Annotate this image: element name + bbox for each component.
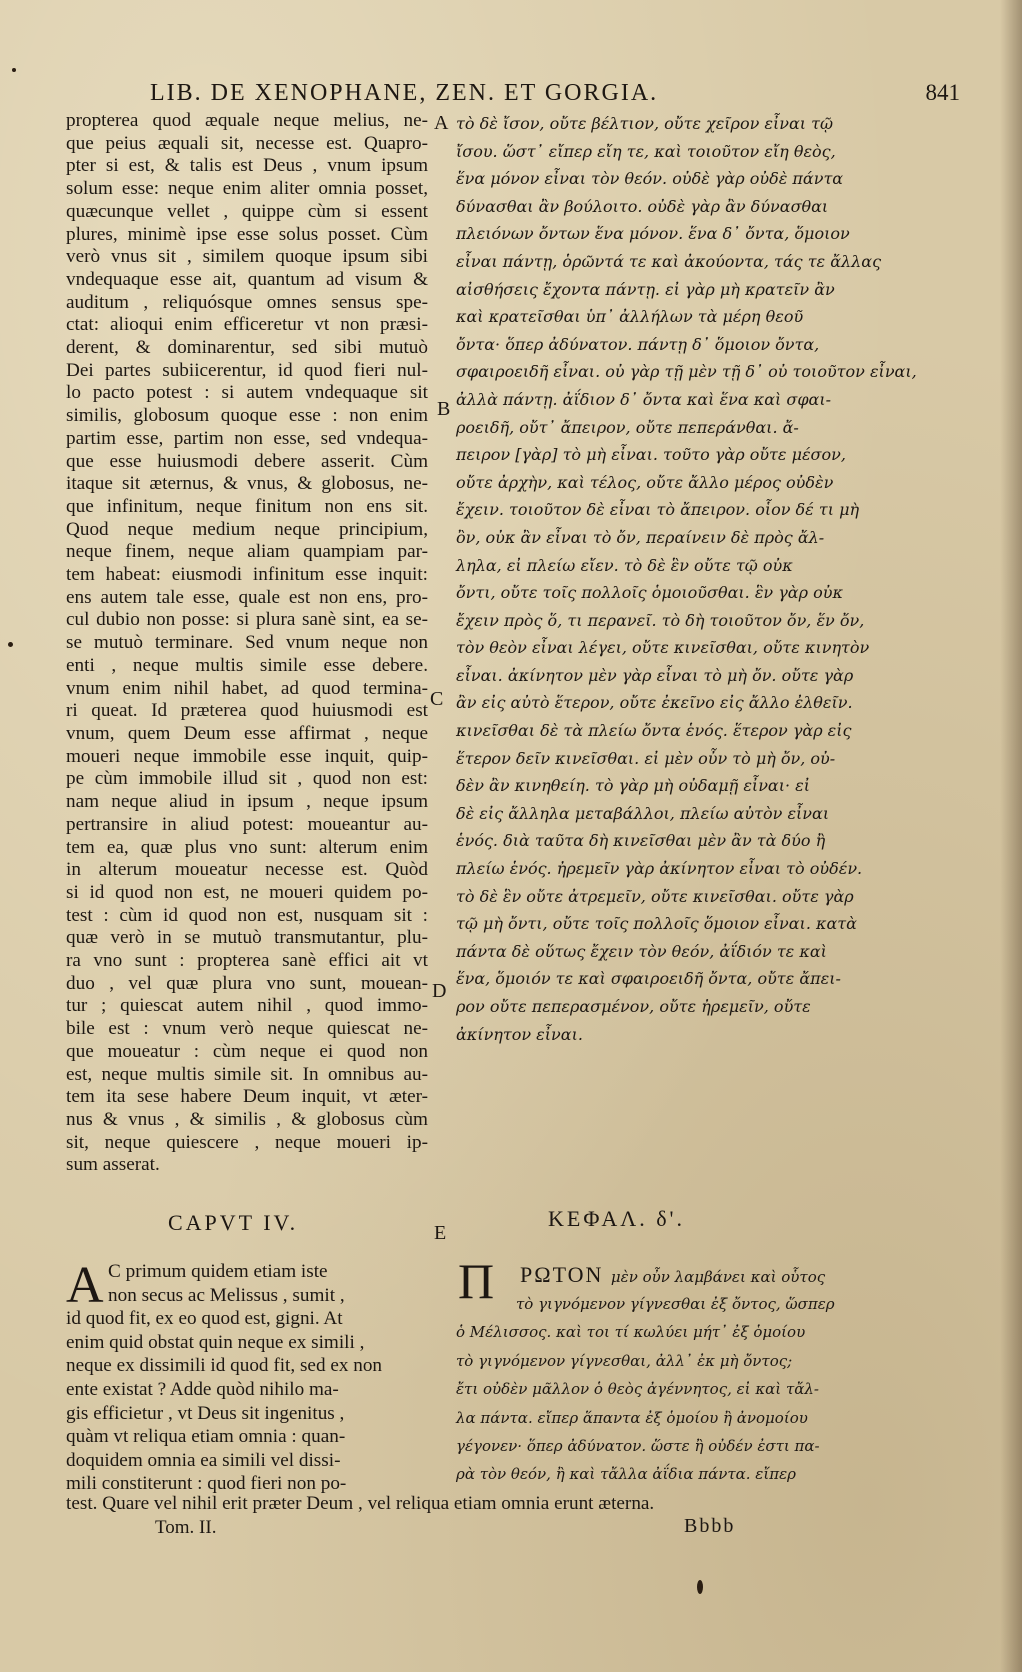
text-line: gis efficietur , vt Deus sit ingenitus ,	[66, 1402, 345, 1424]
text-line: πειρον [γὰρ] τὸ μὴ εἶναι. τοῦτο γὰρ οὔτε μέσον,	[456, 445, 846, 465]
ink-speck	[8, 642, 13, 647]
text-line: si id quod non est, ne moueri quidem po-	[66, 881, 428, 903]
text-line: similis, globosum quoque esse : non enim	[66, 405, 428, 427]
text-line: τὸ γιγνόμενον γίγνεσθαι, ἀλλ᾽ ἐκ μὴ ὄντος;	[456, 1351, 793, 1370]
text-line: ληλα, εἰ πλείω εἴεν. τὸ δὲ ἓν οὔτε τῷ οὐκ	[456, 555, 793, 575]
text-line: τὸ γιγνόμενον γίγνεσθαι ἐξ ὄντος, ὥσπερ	[516, 1295, 835, 1313]
header-title: LIB. DE XENOPHANE, ZEN. ET GORGIA.	[150, 80, 659, 106]
text-line: τὸν θεὸν εἶναι λέγει, οὔτε κινεῖσθαι, οὔτε κινητὸν	[456, 638, 870, 658]
section-marker-a: A	[434, 112, 449, 134]
text-line: neque finem, neque aliam quampiam par-	[66, 541, 428, 563]
text-line: τὸ δὲ ἓν οὔτε ἀτρεμεῖν, οὔτε κινεῖσθαι. οὔτε γὰρ	[456, 886, 854, 906]
text-line: ἕνα, ὅμοιόν τε καὶ σφαιροειδῆ ὄντα, οὔτε ἄπει-	[456, 969, 841, 989]
text-line: ὄντα· ὅπερ ἀδύνατον. πάντῃ δ᾽ ὅμοιον ὄντα,	[456, 334, 820, 354]
text-line: C primum quidem etiam iste	[108, 1261, 328, 1282]
text-line: ρον οὔτε πεπερασμένον, οὔτε ἠρεμεῖν, οὔτε	[456, 997, 811, 1016]
text-line: ra vno sunt : propterea sanè effici ait vt	[66, 950, 428, 972]
text-line: ἕνα μόνον εἶναι τὸν θεόν. οὐδὲ γὰρ οὐδὲ πάντα	[456, 169, 844, 189]
text-line: que peius æquali sit, necesse est. Quapro-	[66, 132, 428, 154]
chapter-heading-latin: CAPVT IV.	[168, 1210, 299, 1235]
text-line: id quod fit, ex eo quod est, gigni. At	[66, 1308, 343, 1330]
ink-speck	[697, 1580, 703, 1594]
text-line: non secus ac Melissus , sumit ,	[108, 1284, 345, 1306]
chapter-heading-greek: ΚΕΦΑΛ. δ'.	[548, 1206, 686, 1231]
text-line: ἔχειν πρὸς ὅ, τι περανεῖ. τὸ δὴ τοιοῦτον ὄν, ἕν ὄν,	[456, 610, 865, 630]
text-line: καὶ κρατεῖσθαι ὑπ᾽ ἀλλήλων τὰ μέρη θεοῦ	[456, 307, 804, 327]
text-line: plures, minimè ipse esse solus posset. Cùm	[66, 223, 428, 245]
text-line: derent, & dominarentur, sed sibi mutuò	[66, 337, 428, 359]
text-line: δὲν ἂν κινηθείη. τὸ γὰρ μὴ οὐδαμῇ εἶναι· εἰ	[456, 776, 811, 796]
text-line: quæcunque vellet , quippe cùm si essent	[66, 200, 428, 222]
text-line: λα πάντα. εἴπερ ἅπαντα ἐξ ὁμοίου ἢ ἀνομοίου	[456, 1408, 808, 1427]
text-line: in alterum moueatur necesse est. Quòd	[66, 859, 428, 881]
text-line: ἂν εἰς αὐτὸ ἕτερον, οὔτε ἐκεῖνο εἰς ἄλλο ἐλθεῖν.	[456, 693, 853, 713]
text-line: πλειόνων ὄντων ἕνα μόνον. ἕνα δ᾽ ὄντα, ὅμοιον	[456, 224, 850, 244]
text-line: ἀκίνητον εἶναι.	[456, 1024, 583, 1044]
text-line: ρὰ τὸν θεόν, ἢ καὶ τἄλλα ἀΐδια πάντα. εἴπερ	[456, 1465, 796, 1484]
text-line: nam neque aliud in ipsum , neque ipsum	[66, 791, 428, 813]
text-line: ἔχειν. τοιοῦτον δὲ εἶναι τὸ ἄπειρον. οἷον δέ τι μὴ	[456, 500, 860, 520]
ink-speck	[12, 68, 16, 72]
text-line: neque ex dissimili id quod fit, sed ex non	[66, 1355, 383, 1377]
text-line: Dei partes subiicerentur, id quod fieri nul-	[66, 359, 428, 381]
text-line: vnum enim nihil habet, ad quod termina-	[66, 677, 428, 699]
text-line: itaque sit æternus, & vnus, & globosus, ne-	[66, 473, 428, 495]
drop-cap-greek: Π	[458, 1253, 495, 1309]
text-line: σφαιροειδῆ εἶναι. οὐ γὰρ τῇ μὲν τῇ δ᾽ οὐ τοιοῦτον εἶναι,	[456, 362, 917, 382]
text-line: δὲ εἰς ἄλληλα μεταβάλλοι, πλείω αὐτὸν εἶναι	[456, 803, 830, 823]
text-line: propterea quod æquale neque melius, ne-	[66, 110, 428, 131]
text-line: οὔτε ἀρχὴν, καὶ τέλος, οὔτε ἄλλο μέρος οὐδὲν	[456, 472, 834, 492]
volume-note: Tom. II.	[155, 1517, 217, 1538]
text-line: sit, neque quiescere , neque moueri ip-	[66, 1131, 428, 1153]
section-marker-e: E	[434, 1222, 447, 1244]
drop-cap-latin: A	[66, 1257, 104, 1314]
section-marker-c: C	[430, 688, 444, 710]
text-line: ctat: alioqui enim efficeretur vt non præsi-	[66, 314, 428, 336]
text-line: mili constiterunt : quod fieri non po-	[66, 1473, 347, 1495]
latin-column	[66, 110, 428, 1177]
text-line: ri queat. Id præterea quod huiusmodi est	[66, 700, 428, 722]
folio-number: 841	[925, 80, 960, 105]
text-line: τῷ μὴ ὄντι, οὔτε τοῖς πολλοῖς ὅμοιον εἶναι. κατὰ	[456, 914, 857, 934]
text-line: duo , vel quæ plura vno sunt, mouean-	[66, 972, 428, 994]
text-line: bile est : vnum verò neque quiescat ne-	[66, 1018, 428, 1040]
text-line: quàm vt reliqua etiam omnia : quan-	[66, 1426, 346, 1448]
page-edge-shadow	[1000, 0, 1022, 1672]
text-line: vnum, quem Deum esse affirmat , neque	[66, 722, 428, 744]
text-line: ροειδῆ, οὔτ᾽ ἄπειρον, οὔτε πεπεράνθαι. ἄ-	[456, 417, 799, 437]
text-line: αἰσθήσεις ἔχοντα πάντῃ. εἰ γὰρ μὴ κρατεῖν ἂν	[456, 279, 835, 299]
greek-opening-word: ΡΩΤΟΝ	[520, 1262, 604, 1287]
text-line: tem ita sese habere Deum inquit, vt æter-	[66, 1086, 428, 1108]
text-line: doquidem omnia ea simili vel dissi-	[66, 1449, 341, 1471]
text-line: ἔτι οὐδὲν μᾶλλον ὁ θεὸς ἀγέννητος, εἰ καὶ τἄλ-	[456, 1380, 819, 1399]
text-line: ὄντι, οὔτε τοῖς πολλοῖς ὁμοιοῦσθαι. ἓν γὰρ οὐκ	[456, 583, 843, 603]
text-line: moueri neque immobile esse inquit, quip-	[66, 745, 428, 767]
text-line: partim esse, partim non esse, sed vndequa-	[66, 427, 428, 449]
text-line: que infinitum, neque finitum non ens sit.	[66, 495, 428, 517]
signature-mark: Bbbb	[684, 1515, 736, 1537]
text-line: se mutuò terminare. Sed vnum neque non	[66, 632, 428, 654]
text-line: test : cùm id quod non est, nusquam sit :	[66, 904, 428, 926]
text-line: que esse huiusmodi debere asserit. Cùm	[66, 450, 428, 472]
text-line: tem ea, quæ plus vno sunt: alterum enim	[66, 836, 428, 858]
text-line: ἕτερον δεῖν κινεῖσθαι. εἰ μὲν οὖν τὸ μὴ ὄν, οὐ-	[456, 748, 836, 768]
text-line: ὂν, οὐκ ἂν εἶναι τὸ ὄν, περαίνειν δὲ πρὸς ἄλ-	[456, 527, 825, 547]
greek-column	[456, 110, 917, 1048]
text-line: pertransire in aliud potest: moueantur au-	[66, 813, 428, 835]
text-line: lo pacto potest : si autem vndequaque sit	[66, 382, 428, 404]
text-line: pe cùm immobile illud sit , quod non est:	[66, 768, 428, 790]
text-line: enti , neque multis simile esse debere.	[66, 654, 428, 676]
section-marker-d: D	[432, 980, 447, 1002]
text-line: vndequaque esse ait, quantum ad visum &	[66, 268, 428, 290]
running-header	[150, 80, 960, 107]
greek-opening-line	[520, 1262, 825, 1288]
text-line: γέγονεν· ὅπερ ἀδύνατον. ὥστε ἢ οὐδέν ἐστι πα-	[456, 1437, 820, 1456]
text-line: verò vnus sit , similem quoque ipsum sibi	[66, 246, 428, 268]
text-line: tem habeat: eiusmodi infinitum esse inquit:	[66, 564, 428, 586]
text-line: Quod neque medium neque principium,	[66, 518, 428, 540]
text-line: δύνασθαι ἂν βούλοιτο. οὐδὲ γὰρ ἂν δύνασθαι	[456, 196, 829, 216]
chapter4-greek-text	[456, 1290, 835, 1489]
text-line: εἶναι πάντῃ, ὁρῶντά τε καὶ ἀκούοντα, τάς τε ἄλλας	[456, 251, 882, 271]
text-line: pter si est, & talis est Deus , vnum ipsum	[66, 155, 428, 177]
text-line: ἴσου. ὥστ᾽ εἴπερ εἴη τε, καὶ τοιοῦτον εἴη θεὸς,	[456, 141, 836, 161]
text-line: solum esse: neque enim aliter omnia posset,	[66, 178, 428, 200]
text-line: πλείω ἑνός. ἠρεμεῖν γὰρ ἀκίνητον εἶναι τὸ οὐδέν.	[456, 859, 863, 879]
text-line: ens autem tale esse, quale est non ens, pro-	[66, 586, 428, 608]
text-line: κινεῖσθαι δὲ τὰ πλείω ὄντα ἑνός. ἕτερον γὰρ εἰς	[456, 721, 852, 741]
text-line: auditum , reliquósque omnes sensus spe-	[66, 291, 428, 313]
text-line: enim quid obstat quin neque ex simili ,	[66, 1331, 365, 1353]
section-marker-b: B	[437, 398, 451, 420]
text-line: nus & vnus , & similis , & globosus cùm	[66, 1108, 428, 1130]
text-line: cul dubio non posse: si plura sanè sint, ea se-	[66, 609, 428, 631]
text-line: ὁ Μέλισσος. καὶ τοι τί κωλύει μήτ᾽ ἐξ ὁμοίου	[456, 1323, 806, 1342]
text-line: εἶναι. ἀκίνητον μὲν γὰρ εἶναι τὸ μὴ ὄν. οὔτε γὰρ	[456, 665, 854, 685]
text-line: πάντα δὲ οὕτως ἔχειν τὸν θεόν, ἀΐδιόν τε καὶ	[456, 941, 827, 961]
text-line: tur ; quiescat autem nihil , quod immo-	[66, 995, 428, 1017]
text-line: sum asserat.	[66, 1154, 160, 1176]
closing-line: test. Quare vel nihil erit præter Deum , vel reliqua etiam omnia erunt æterna.	[66, 1493, 655, 1514]
text-line: que moueatur : cùm neque ei quod non	[66, 1040, 428, 1062]
text-line: est, neque multis simile sit. In omnibus au-	[66, 1063, 428, 1085]
text-line: ἑνός. διὰ ταῦτα δὴ κινεῖσθαι μὲν ἂν τὰ δύο ἢ	[456, 831, 826, 851]
text-line: quæ verò in se mutuò transmutantur, plu-	[66, 927, 428, 949]
text-line: τὸ δὲ ἴσον, οὔτε βέλτιον, οὔτε χεῖρον εἶναι τῷ	[456, 114, 834, 133]
chapter4-latin-text	[66, 1257, 436, 1496]
greek-opening-rest: μὲν οὖν λαμβάνει καὶ οὗτος	[610, 1268, 826, 1286]
text-line: ἀλλὰ πάντῃ. ἀΐδιον δ᾽ ὄντα καὶ ἕνα καὶ σφαι-	[456, 389, 832, 409]
text-line: ente existat ? Adde quòd nihilo ma-	[66, 1378, 339, 1400]
